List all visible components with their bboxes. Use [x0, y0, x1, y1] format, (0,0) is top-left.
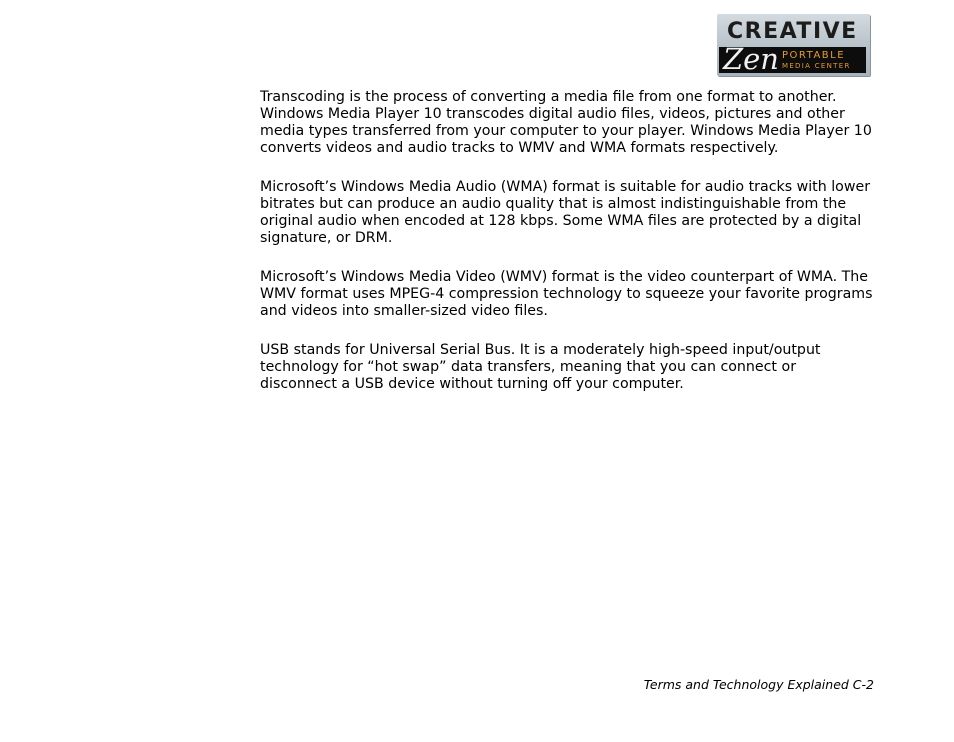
page-footer: Terms and Technology Explained C-2 — [643, 677, 874, 692]
logo-tagline-1: PORTABLE — [782, 50, 846, 61]
paragraph-wmv: Microsoft’s Windows Media Video (WMV) format is the video counterpart of WMA. The WMV format uses MPEG-4 compression technology to squeeze your favorite programs and videos into smaller-sized video files. — [260, 269, 873, 319]
paragraph-usb: USB stands for Universal Serial Bus. It is a moderately high-speed input/output technology for “hot swap” data transfers, meaning that you can connect or disconnect a USB device without turning off your computer. — [260, 342, 821, 392]
creative-zen-logo — [717, 14, 870, 76]
logo-brand: CREATIVE — [727, 19, 858, 44]
logo-product-band — [719, 42, 866, 76]
document-body — [260, 89, 874, 415]
paragraph-transcoding: Transcoding is the process of converting a media file from one format to another. Windows Media Player 10 transcodes digital audio files, videos, pictures and other media types transferred from your computer to your player. Windows Media Player 10 converts videos and audio tracks to WMV and WMA formats respectively. — [260, 89, 872, 156]
paragraph-wma: Microsoft’s Windows Media Audio (WMA) format is suitable for audio tracks with lower bitrates but can produce an audio quality that is almost indistinguishable from the original audio when encoded at 128 kbps. Some WMA files are protected by a digital signature, or DRM. — [260, 179, 871, 246]
logo-product: Zen — [723, 42, 779, 76]
logo-tagline-2: MEDIA CENTER — [782, 62, 851, 70]
